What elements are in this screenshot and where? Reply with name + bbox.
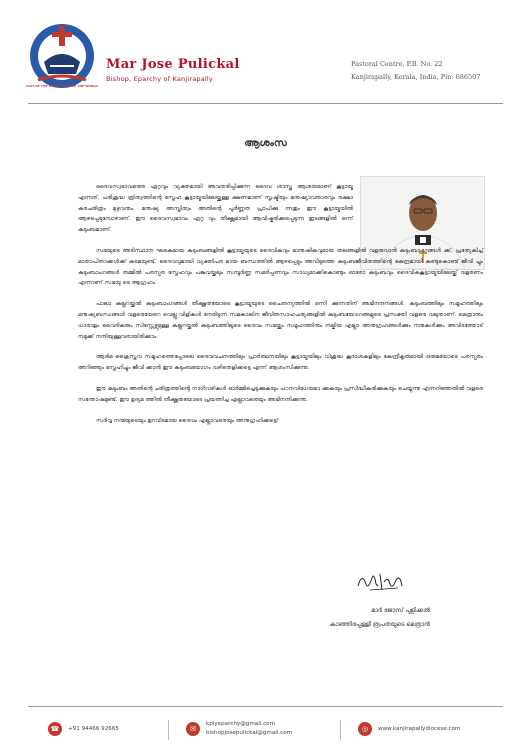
bishop-subtitle: Bishop, Eparchy of Kanjirapally (106, 75, 213, 83)
phone-icon: ☎ (48, 722, 62, 736)
footer-website (358, 712, 460, 746)
signatory-title: കാഞ്ഞിരപ്പള്ളി രൂപതയുടെ മെത്രാൻ (329, 621, 430, 628)
paragraph-3: പാലാ കല്ലറയ്ക്കൽ കുടുംബാംഗങ്ങൾ തീക്ഷ്ണതയോടെ കൂട്ടായ്മയുടെ ചൈതന്യത്തിൽ ഒന്നി ക്കുന്നതിന് അഭിനന്ദനങ്ങൾ. കുടുംബത്തിലും സമൂഹത്തിലും മനുഷ്യബന്ധങ്ങൾ വളരെയേറെ വെല്ലു വിളികൾ നേരിടുന്ന സമകാലിന ജീവിതസാഹചര്യങ്ങളിൽ കുടുംബയോഗങ്ങളുടെ പ്രസക്തി വളരെ വലുതാണ്. മെത്രാനും ധാരാളം വൈദികരും സിസ്റ്റേഴ്സുമുള്ള കല്ലറയ്ക്കൽ കുടുംബത്തിലൂടെ ദൈവം സഭയ്ക്കും സമൂഹത്തിനും നല്കിയ എല്ലാ അനുഗ്രഹങ്ങൾക്കും നന്മകൾക്കും അവിടത്തോട് നമുക്ക് നന്ദിയുള്ളവരായിരിക്കാം. (78, 301, 483, 340)
email-list (206, 720, 292, 738)
footer-email (186, 712, 292, 746)
bishop-name: Mar Jose Pulickal (106, 57, 240, 72)
paragraph-5: ഈ കുടുംബം അതിന്റെ ചരിത്രത്തിന്റെ നാൾവഴികൾ ഓർമ്മിച്ചെടുക്കുകയും പഠനവിധേയമാ ക്കുകയും പ്രസിദ്ധീകരിക്കുകയും ചെയ്യുന്നു എന്നറിഞ്ഞതിൽ വളരെ സന്തോഷമുണ്ട്. ഈ ഉദ്യമ ത്തിൽ തീക്ഷ്ണതയോടെ പ്രയത്നിച്ച എല്ലാവരെയും അഭിനന്ദിക്കുന്നു. (78, 385, 483, 403)
paragraph-6: സർവ്വ നന്മയുടെയും ഉറവിടമായ ദൈവം എല്ലാവരെയും അനുഗ്രഹിക്കട്ടെ! (96, 417, 279, 424)
paragraph-1: ദൈവസ്വഭാവത്തെ ഏറ്റവും വ്യക്തമായി അവതരിപ്പിക്കുന്ന ദൈവ ശാസ്ത്ര ആശയമാണ് കൂട്ടായ്മ എന്നത്. പരിശുദ്ധ ത്രിത്വത്തിന്റെ സ്നേഹ കൂട്ടായ്മയിലേയ്ക്കുള്ള ക്ഷണമാണ് സൃഷ്ടിയും മനുഷ്യാവതാരവും രക്ഷാ കരചരിത്രം മുഴുവനും. മനുഷ്യ അസ്തിത്വം അതിന്റെ പൂർണ്ണത പ്രാപിക്കു ന്നതും ഈ കൂട്ടായ്മയിൽ ആഴപ്പെടുമ്പോഴാണ്. ഈ ദൈവസ്വഭാവം ഏറ്റ വും തീക്ഷ്ണമായി ആവിഷ്കരിക്കപ്പെടുന്ന ഇടങ്ങളിൽ ഒന്ന് കുടുംബമാണ്. (78, 184, 353, 234)
footer-divider (28, 706, 503, 707)
signatory-name: മാർ ജോസ് പുളിക്കൽ (371, 607, 430, 614)
footer-phone (48, 712, 119, 746)
address-line-2: Kanjirapally, Kerala, India, Pin: 686507 (351, 73, 481, 81)
paragraph-2: സഭയുടെ അടിസ്ഥാന ഘടകമായ കുടുംബങ്ങളിൽ കൂട്ടായ്മയുടെ ദൈവികവും മാനുഷികവുമായ തലങ്ങളിൽ വളരുവാൻ കുടുംബാംഗങ്ങൾ ക്ക്, പ്രത്യേകിച്ച് മാതാപിതാക്കൾക്ക് കടമയുണ്ട്. ദൈവവുമായി വ്യക്തിപര മായ ബന്ധത്തിൽ ആഴപ്പെട്ടും അവിടുത്തെ കുടുംബജീവിതത്തിന്റെ കേന്ദ്രമായി കണ്ടുകൊണ്ട് ജീവി ച്ചും കുടുംബാംഗങ്ങൾ തമ്മിൽ പരസ്പര സ്നേഹവും പങ്കുവയ്ക്കലും സമ്പൂർണ്ണ സമർപ്പണവും സാധ്യമാക്കികൊണ്ടും ഓരോ കുടുംബവും ദൈവികകൂട്ടായ്മയിലേയ്ക്ക് വളരണം എന്നാണ് സഭയു ടെ ആഗ്രഹം. (78, 247, 483, 287)
footer (28, 712, 503, 746)
letterhead (0, 0, 531, 100)
logo-caption: SALT OF THE EARTH LIGHT OF THE WORLD (26, 84, 98, 88)
footer-separator (168, 720, 169, 740)
globe-icon: ◎ (358, 722, 372, 736)
phone-number: +91 94466 92665 (68, 725, 119, 732)
footer-separator (340, 720, 341, 740)
letter-title: ആശംസ (244, 138, 287, 149)
signature-icon (352, 568, 412, 594)
website-link[interactable]: www.kanjirapallydiocese.com (378, 725, 461, 732)
header-divider (28, 103, 503, 104)
paragraph-4: ആദിമ ക്രൈസ്തവ സമൂഹത്തെപ്പോലെ ദൈവവചനത്തിലും പ്രാർത്ഥനയിലും കൂട്ടായ്മയിലും വിശുദ്ധ കൂദാശകളിലും കേന്ദ്രീകൃതമായി ഒരുമയോടെ പരസ്പരം അറിഞ്ഞും സ്നേഹിച്ചും ജീവി ക്കാൻ ഈ കുടുംബയോഗം വഴിതെളിക്കട്ടെ എന്ന് ആശംസിക്കുന്നു. (78, 354, 483, 372)
letter-body (78, 182, 483, 436)
email-1[interactable]: kplyeparchy@gmail.com (206, 721, 276, 727)
email-icon: ✉ (186, 722, 200, 736)
address-line-1: Pastoral Centre, P.B. No. 22 (351, 60, 443, 68)
email-2[interactable]: bishopjosepulickal@gmail.com (206, 730, 293, 736)
